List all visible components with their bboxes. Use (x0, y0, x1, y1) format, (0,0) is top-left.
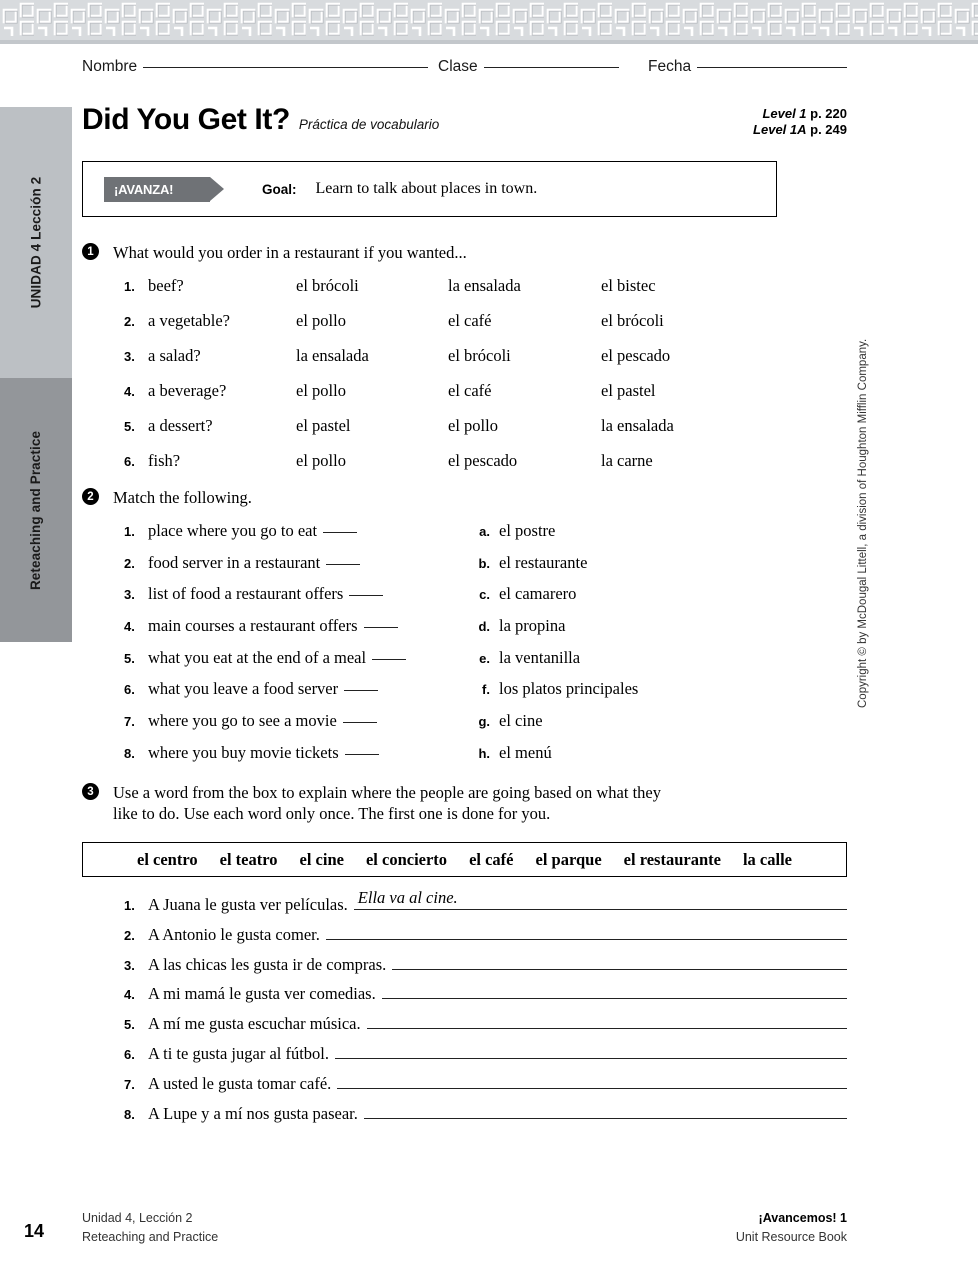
option-b[interactable]: el pescado (448, 451, 518, 470)
level-line-1 (753, 106, 847, 122)
list-item (124, 979, 847, 1009)
avanza-badge-label: ¡AVANZA! (114, 181, 174, 197)
option-c[interactable]: el brócoli (601, 311, 664, 330)
item-number: 4. (124, 619, 135, 635)
list-item (124, 616, 406, 648)
field-nombre-rule[interactable] (143, 67, 428, 68)
item-number: 7. (124, 1076, 135, 1092)
match-clue: list of food a restaurant offers (148, 584, 344, 604)
option-b[interactable]: la ensalada (448, 276, 521, 295)
match-answer-blank[interactable] (364, 627, 398, 628)
table-row (124, 311, 751, 346)
table-row (124, 381, 751, 416)
option-c[interactable]: el pastel (601, 381, 656, 400)
list-item (475, 616, 638, 648)
table-row (124, 451, 751, 486)
option-a[interactable]: el brócoli (296, 276, 359, 295)
list-item (124, 890, 847, 920)
goal-box (82, 161, 777, 217)
answer-line[interactable] (354, 890, 847, 910)
exercise-1-prompt: What would you order in a restaurant if you wanted... (113, 243, 467, 262)
answer-line[interactable] (392, 950, 847, 970)
option-a[interactable]: el pollo (296, 381, 346, 400)
match-answer-blank[interactable] (323, 532, 357, 533)
match-answer-blank[interactable] (344, 690, 378, 691)
footer-book-title: Unit Resource Book (735, 1230, 847, 1244)
exercise-1-number: 1 (82, 243, 99, 260)
prompt-sentence: A mi mamá le gusta ver comedias. (148, 984, 376, 1004)
option-b[interactable]: el café (448, 311, 492, 330)
item-letter: h. (478, 745, 490, 761)
level-1a-page: p. 249 (806, 122, 847, 137)
match-option[interactable]: el cine (499, 711, 543, 731)
option-a[interactable]: la ensalada (296, 346, 369, 365)
table-row (124, 416, 751, 451)
option-c[interactable]: la carne (601, 451, 653, 470)
list-item (475, 679, 638, 711)
item-question: a dessert? (148, 416, 213, 435)
item-number: 1. (124, 898, 135, 913)
item-letter: f. (482, 682, 490, 698)
item-question: fish? (148, 451, 181, 470)
exercise-3-prompt-line-1: Use a word from the box to explain where the people are going based on what they (113, 783, 661, 802)
list-item (124, 679, 406, 711)
item-number: 3. (124, 349, 135, 364)
list-item (124, 743, 406, 775)
item-question: beef? (148, 276, 184, 295)
copyright-notice: Copyright © by McDougal Littell, a division of Houghton Mifflin Company. (857, 338, 869, 708)
match-clue: what you leave a food server (148, 679, 339, 699)
field-fecha-rule[interactable] (697, 67, 847, 68)
goal-text: Learn to talk about places in town. (315, 180, 538, 197)
list-item (475, 711, 638, 743)
footer-program-title: ¡Avancemos! 1 (758, 1211, 847, 1225)
list-item (475, 521, 638, 553)
level-1-label: Level 1 (762, 106, 807, 121)
page-number: 14 (24, 1221, 45, 1241)
match-clue: where you buy movie tickets (148, 742, 339, 762)
list-item (124, 950, 847, 980)
footer-section-label: Reteaching and Practice (82, 1230, 219, 1244)
item-number: 6. (124, 454, 135, 469)
exercise-1-rows (124, 276, 751, 486)
decorative-header-band (0, 0, 978, 44)
word-bank-item[interactable]: el cine (299, 849, 344, 869)
option-a[interactable]: el pastel (296, 416, 351, 435)
match-answer-blank[interactable] (326, 564, 360, 565)
list-item (475, 648, 638, 680)
item-number: 1. (124, 524, 135, 539)
match-option[interactable]: el restaurante (499, 552, 588, 572)
item-number: 5. (124, 419, 135, 434)
item-number: 2. (124, 927, 135, 943)
option-c[interactable]: el pescado (601, 346, 671, 365)
answer-line[interactable] (337, 1069, 847, 1089)
exercise-2-left-column (124, 521, 406, 775)
answer-line[interactable] (326, 920, 847, 940)
option-c[interactable]: el bistec (601, 276, 656, 295)
match-option[interactable]: el camarero (499, 584, 577, 604)
item-letter: b. (478, 555, 490, 571)
avanza-badge (104, 177, 210, 202)
match-clue: main courses a restaurant offers (148, 616, 358, 636)
item-number: 5. (124, 1017, 135, 1033)
list-item (475, 743, 638, 775)
word-bank-item[interactable]: el teatro (219, 849, 278, 869)
item-letter: e. (479, 650, 490, 666)
sidebar-tab-section (0, 378, 72, 642)
word-bank-item[interactable]: el café (469, 849, 514, 869)
footer-right (736, 1209, 847, 1247)
match-option[interactable]: el postre (499, 521, 556, 540)
item-number: 2. (124, 555, 135, 571)
prompt-sentence: A Juana le gusta ver películas. (148, 895, 348, 914)
table-row (124, 346, 751, 381)
prompt-sentence: A usted le gusta tomar café. (148, 1073, 332, 1093)
item-question: a beverage? (148, 381, 227, 400)
exercise-3-prompt-line-2: like to do. Use each word only once. The first one is done for you. (113, 804, 551, 823)
answer-line[interactable] (367, 1009, 847, 1029)
option-b[interactable]: el pollo (448, 416, 498, 435)
field-fecha[interactable] (648, 58, 847, 76)
match-answer-blank[interactable] (349, 595, 383, 596)
exercise-2-right-column (475, 521, 638, 775)
match-answer-blank[interactable] (372, 659, 406, 660)
sidebar-tab-section-label: Reteaching and Practice (28, 430, 44, 590)
list-item (124, 1099, 847, 1129)
answer-line[interactable] (335, 1039, 847, 1059)
match-answer-blank[interactable] (343, 722, 377, 723)
item-letter: g. (478, 714, 490, 730)
list-item (124, 584, 406, 616)
answer-line[interactable] (382, 979, 847, 999)
field-clase-rule[interactable] (484, 67, 619, 68)
option-b[interactable]: el café (448, 381, 492, 400)
prompt-sentence: A Lupe y a mí nos gusta pasear. (148, 1103, 358, 1123)
list-item (475, 584, 638, 616)
word-bank-item[interactable]: el restaurante (623, 849, 721, 869)
item-question: a vegetable? (148, 311, 230, 330)
sidebar-tab-unit (0, 107, 72, 378)
word-bank-item[interactable]: el centro (137, 849, 198, 869)
list-item (124, 920, 847, 950)
match-clue: what you eat at the end of a meal (148, 647, 367, 667)
prompt-sentence: A las chicas les gusta ir de compras. (148, 954, 387, 974)
page-subtitle: Práctica de vocabulario (298, 117, 440, 132)
field-nombre-label: Nombre (82, 58, 138, 75)
item-number: 2. (124, 314, 135, 329)
item-question: a salad? (148, 346, 201, 365)
word-bank-item[interactable]: el concierto (365, 849, 448, 869)
exercise-3-prompt (113, 782, 661, 824)
list-item (124, 521, 406, 553)
footer-unit-label: Unidad 4, Lección 2 (82, 1211, 193, 1225)
sidebar-tab-unit-label: UNIDAD 4 Lección 2 (28, 176, 44, 309)
item-number: 3. (124, 957, 135, 973)
greek-key-pattern-icon (0, 0, 978, 44)
item-number: 6. (124, 682, 135, 698)
exercise-2-prompt: Match the following. (113, 488, 252, 507)
item-number: 3. (124, 587, 135, 603)
level-1-page: p. 220 (806, 106, 847, 121)
field-clase[interactable] (438, 58, 619, 76)
match-clue: where you go to see a movie (148, 711, 337, 731)
word-bank-box (82, 842, 847, 877)
word-bank-item[interactable]: el parque (535, 849, 602, 869)
level-1a-label: Level 1A (753, 122, 807, 137)
field-nombre[interactable] (82, 58, 428, 76)
item-letter: d. (478, 619, 490, 635)
prompt-sentence: A ti te gusta jugar al fútbol. (148, 1043, 330, 1063)
exercise-3-rows (124, 890, 847, 1128)
list-item (475, 553, 638, 585)
prompt-sentence: A mí me gusta escuchar música. (148, 1014, 361, 1034)
exercise-3-number: 3 (82, 783, 99, 800)
item-number: 4. (124, 987, 135, 1003)
sample-answer: Ella va al cine. (357, 888, 458, 907)
item-letter: c. (479, 587, 490, 603)
item-number: 7. (124, 714, 135, 730)
goal-label: Goal: (262, 181, 297, 197)
match-answer-blank[interactable] (345, 754, 379, 755)
list-item (124, 1069, 847, 1099)
item-number: 8. (124, 1106, 135, 1122)
match-option[interactable]: la propina (499, 616, 566, 636)
option-c[interactable]: la ensalada (601, 416, 674, 435)
match-option[interactable]: los platos principales (499, 679, 639, 699)
item-number: 4. (124, 384, 135, 399)
option-a[interactable]: el pollo (296, 451, 346, 470)
match-option[interactable]: la ventanilla (499, 647, 581, 667)
exercise-2-number: 2 (82, 488, 99, 505)
answer-line[interactable] (364, 1099, 847, 1119)
item-number: 8. (124, 745, 135, 761)
list-item (124, 1009, 847, 1039)
item-number: 6. (124, 1046, 135, 1062)
table-row (124, 276, 751, 311)
item-letter: a. (479, 524, 490, 539)
page-title: Did You Get It? (82, 103, 290, 136)
match-clue: place where you go to eat (148, 521, 318, 540)
footer-left (82, 1209, 218, 1247)
list-item (124, 648, 406, 680)
prompt-sentence: A Antonio le gusta comer. (148, 924, 320, 944)
match-option[interactable]: el menú (499, 742, 552, 762)
list-item (124, 711, 406, 743)
list-item (124, 553, 406, 585)
match-clue: food server in a restaurant (148, 552, 321, 572)
option-b[interactable]: el brócoli (448, 346, 511, 365)
item-number: 1. (124, 279, 135, 294)
level-line-2 (753, 122, 847, 138)
page-title-block (82, 103, 439, 137)
field-fecha-label: Fecha (648, 58, 692, 75)
field-clase-label: Clase (438, 58, 478, 75)
item-number: 5. (124, 650, 135, 666)
list-item (124, 1039, 847, 1069)
word-bank-item[interactable]: la calle (742, 849, 792, 869)
option-a[interactable]: el pollo (296, 311, 346, 330)
level-reference (753, 106, 847, 138)
